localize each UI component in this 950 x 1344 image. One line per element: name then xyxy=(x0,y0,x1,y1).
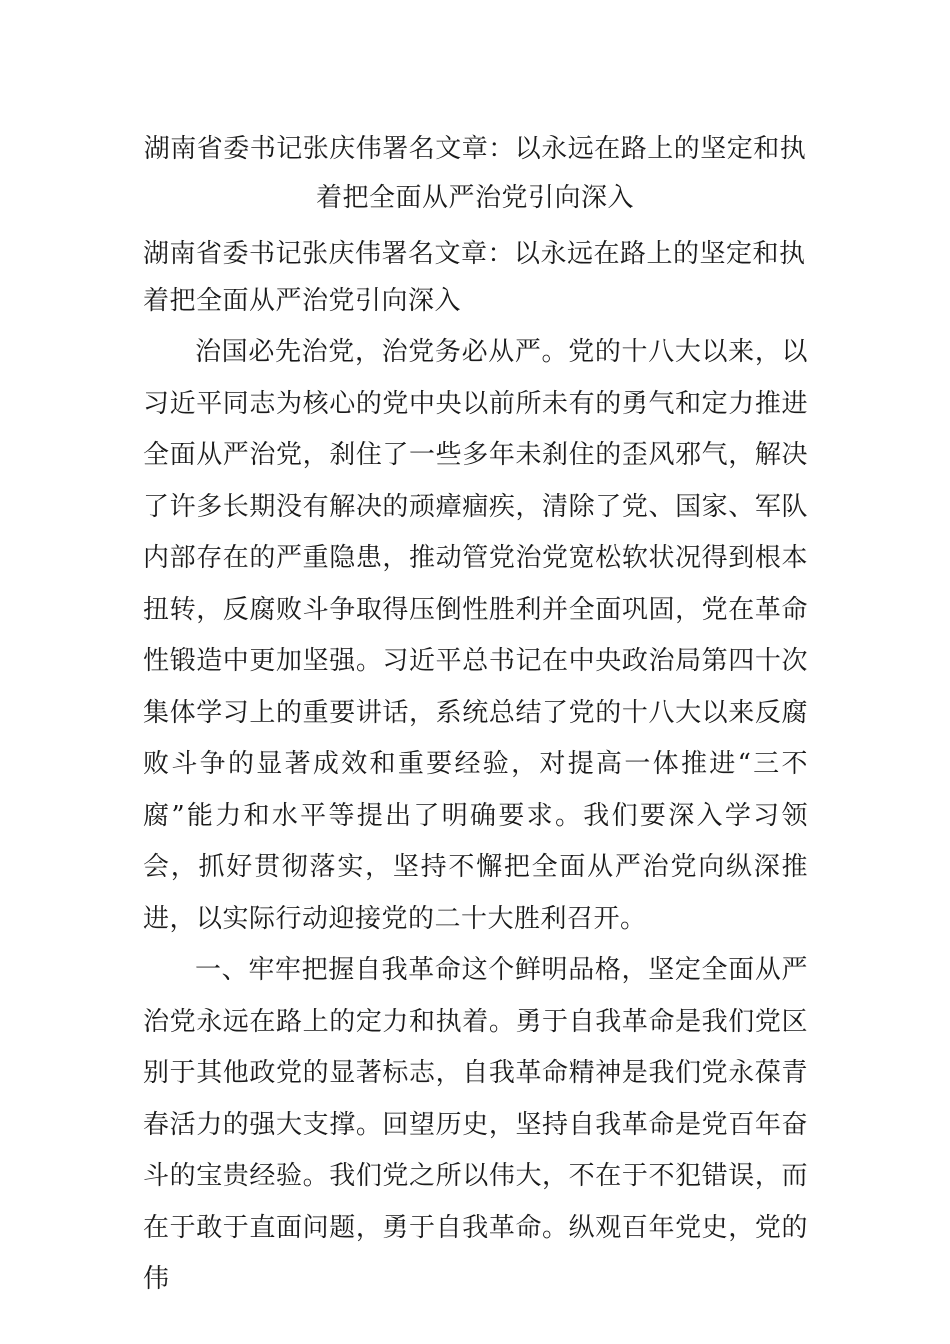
paragraph-intro: 治国必先治党，治党务必从严。党的十八大以来，以习近平同志为核心的党中央以前所未有的勇气和定力推进全面从严治党，刹住了一些多年未刹住的歪风邪气，解决了许多长期没有解决的顽瘴痼疾，清除了党、国家、军队内部存在的严重隐患，推动管党治党宽松软状况得到根本扭转，反腐败斗争取得压倒性胜利并全面巩固，党在革命性锻造中更加坚强。习近平总书记在中央政治局第四十次集体学习上的重要讲话，系统总结了党的十八大以来反腐败斗争的显著成效和重要经验，对提高一体推进“三不腐”能力和水平等提出了明确要求。我们要深入学习领会，抓好贯彻落实，坚持不懈把全面从严治党向纵深推进，以实际行动迎接党的二十大胜利召开。 xyxy=(143,337,808,934)
document-body xyxy=(143,327,808,1306)
document-title: 湖南省委书记张庆伟署名文章：以永远在路上的坚定和执着把全面从严治党引向深入 xyxy=(143,134,807,213)
paragraph-section-one: 一、牢牢把握自我革命这个鲜明品格，坚定全面从严治党永远在路上的定力和执着。勇于自我革命是我们党区别于其他政党的显著标志，自我革命精神是我们党永葆青春活力的强大支撑。回望历史，坚持自我革命是党百年奋斗的宝贵经验。我们党之所以伟大，不在于不犯错误，而在于敢于直面问题，勇于自我革命。纵观百年党史，党的伟 xyxy=(143,955,808,1294)
document-subtitle: 湖南省委书记张庆伟署名文章：以永远在路上的坚定和执着把全面从严治党引向深入 xyxy=(143,239,806,316)
